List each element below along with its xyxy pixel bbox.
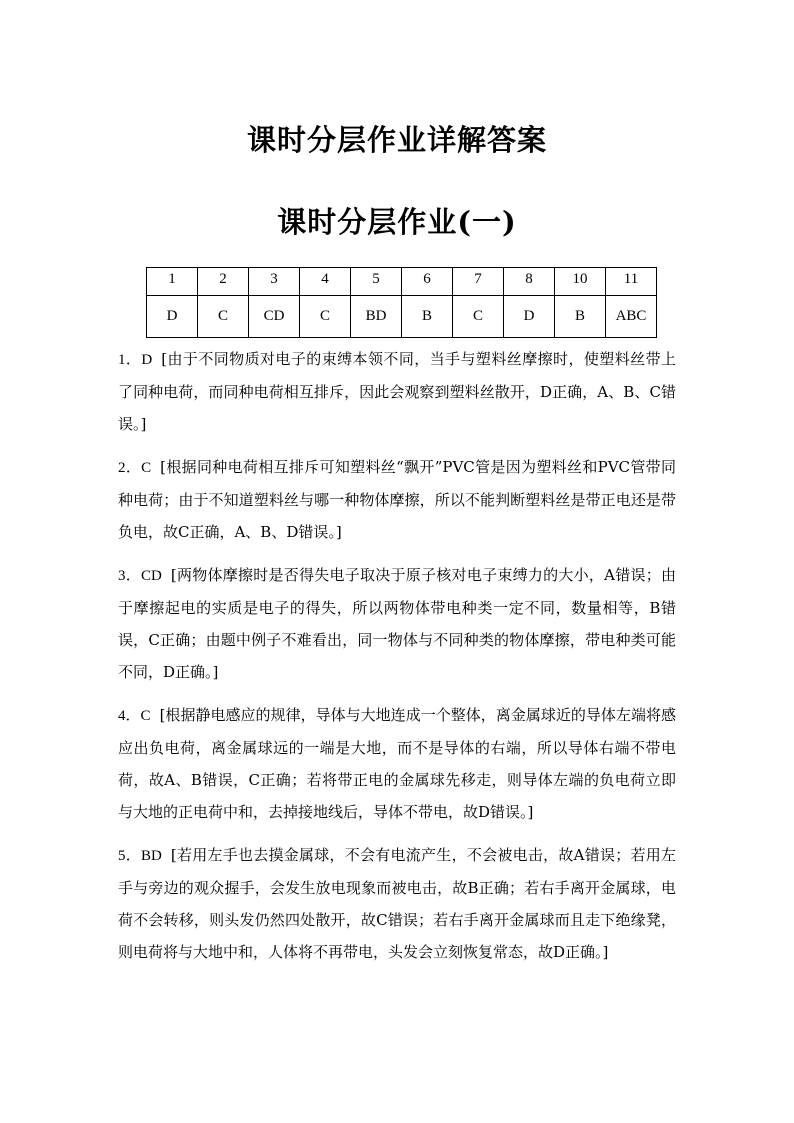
answer-cell: C bbox=[198, 296, 249, 338]
explanation-number: 3． bbox=[118, 568, 142, 584]
explanation-text: [由于不同物质对电子的束缚本领不同，当手与塑料丝摩擦时，使塑料丝带上了同种电荷，而同种电荷相互排斥，因此会观察到塑料丝散开，D正确，A、B、C错误。] bbox=[118, 350, 676, 433]
question-number-cell: 4 bbox=[300, 268, 351, 296]
question-number-cell: 2 bbox=[198, 268, 249, 296]
answer-cell: C bbox=[453, 296, 504, 338]
question-number-cell: 5 bbox=[351, 268, 402, 296]
explanation-answer: C bbox=[140, 708, 151, 724]
explanation-item bbox=[118, 451, 676, 548]
explanation-text: [两物体摩擦时是否得失电子取决于原子核对电子束缚力的大小，A错误；由于摩擦起电的实质是电子的得失，所以两物体带电种类一定不同，数量相等，B错误，C正确；由题中例子不难看出，同一物体与不同种类的物体摩擦，带电种类可能不同，D正确。] bbox=[118, 566, 676, 681]
answer-cell: ABC bbox=[606, 296, 657, 338]
answer-table bbox=[146, 267, 657, 338]
answer-cell: CD bbox=[249, 296, 300, 338]
explanation-text: [根据静电感应的规律，导体与大地连成一个整体，离金属球近的导体左端将感应出负电荷，离金属球远的一端是大地，而不是导体的右端，所以导体右端不带电荷，故A、B错误，C正确；若将带正电的金属球先移走，则导体左端的负电荷立即与大地的正电荷中和，去掉接地线后，导体不带电，故D错误。] bbox=[118, 706, 676, 821]
answer-cell: B bbox=[555, 296, 606, 338]
explanation-answer: D bbox=[141, 352, 153, 368]
explanation-number: 1． bbox=[118, 352, 142, 368]
explanation-number: 5． bbox=[118, 848, 142, 864]
answer-cell: BD bbox=[351, 296, 402, 338]
answer-cell: D bbox=[504, 296, 555, 338]
explanation-list bbox=[118, 343, 676, 979]
explanation-item bbox=[118, 839, 676, 968]
explanation-item bbox=[118, 699, 676, 828]
page-title: 课时分层作业详解答案 bbox=[246, 123, 547, 157]
question-number-cell: 6 bbox=[402, 268, 453, 296]
question-number-cell: 7 bbox=[453, 268, 504, 296]
question-number-cell: 8 bbox=[504, 268, 555, 296]
question-number-cell: 11 bbox=[606, 268, 657, 296]
explanation-answer: CD bbox=[141, 568, 162, 584]
question-number-cell: 10 bbox=[555, 268, 606, 296]
explanation-number: 4． bbox=[118, 708, 141, 724]
explanation-answer: C bbox=[141, 460, 152, 476]
answer-cell: C bbox=[300, 296, 351, 338]
explanation-item bbox=[118, 343, 676, 440]
answer-cell: D bbox=[147, 296, 198, 338]
question-number-row bbox=[147, 268, 657, 296]
question-number-cell: 3 bbox=[249, 268, 300, 296]
answer-cell: B bbox=[402, 296, 453, 338]
explanation-answer: BD bbox=[141, 848, 162, 864]
explanation-number: 2． bbox=[118, 460, 142, 476]
section-title: 课时分层作业(一) bbox=[277, 205, 517, 239]
explanation-text: [根据同种电荷相互排斥可知塑料丝“飘开”PVC管是因为塑料丝和PVC管带同种电荷；由于不知道塑料丝与哪一种物体摩擦，所以不能判断塑料丝是带正电还是带负电，故C正确，A、B、D错误。] bbox=[118, 458, 676, 541]
answer-row bbox=[147, 296, 657, 338]
question-number-cell: 1 bbox=[147, 268, 198, 296]
explanation-item bbox=[118, 559, 676, 688]
explanation-text: [若用左手也去摸金属球，不会有电流产生，不会被电击，故A错误；若用左手与旁边的观众握手，会发生放电现象而被电击，故B正确；若右手离开金属球，电荷不会转移，则头发仍然四处散开，故C错误；若右手离开金属球而且走下绝缘凳，则电荷将与大地中和，人体将不再带电，头发会立刻恢复常态，故D正确。] bbox=[118, 846, 676, 961]
